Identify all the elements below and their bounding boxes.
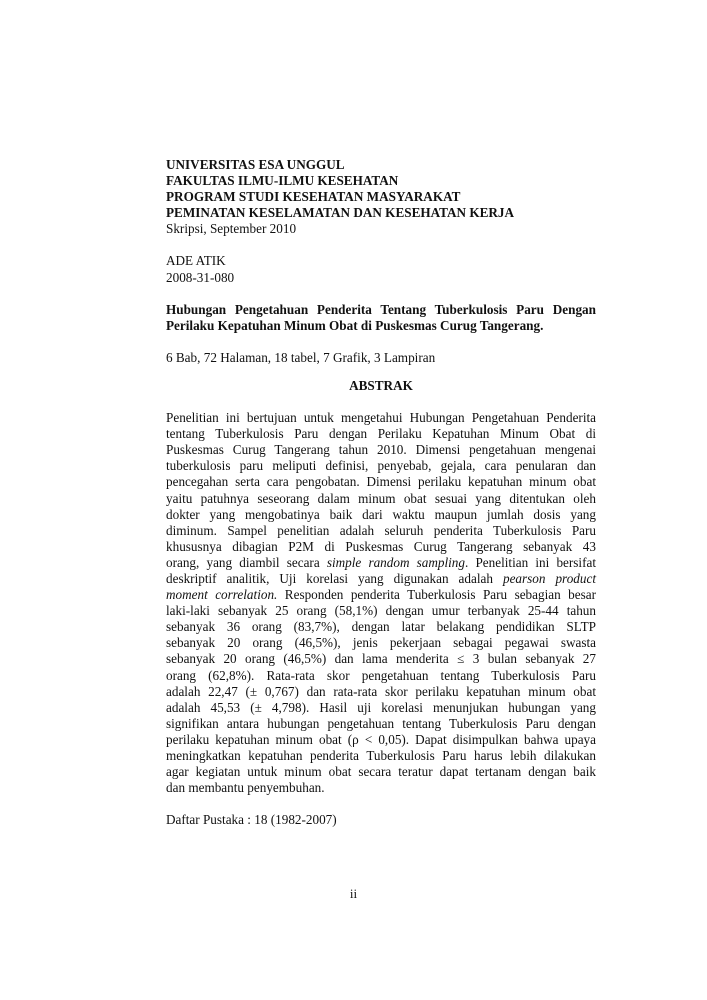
- abstract-line: sebanyak 20 orang (46,5%) dan lama menderita ≤ 3 bulan sebanyak 27: [166, 651, 596, 667]
- abstract-line: adalah 22,47 (± 0,767) dan rata-rata skor perilaku kepatuhan minum obat: [166, 683, 596, 699]
- abstract-heading: ABSTRAK: [349, 377, 413, 393]
- abstract-text: . Penelitian ini bersifat: [465, 554, 596, 570]
- abstract-line: Puskesmas Curug Tangerang tahun 2010. Dimensi pengetahuan mengenai: [166, 442, 596, 458]
- abstract-italic-term: simple random sampling: [326, 554, 465, 570]
- abstract-line-mixed: [166, 587, 596, 603]
- abstract-line-mixed: [166, 555, 596, 571]
- program-name: PROGRAM STUDI KESEHATAN MASYARAKAT: [166, 189, 461, 205]
- abstract-text: Responden penderita Tuberkulosis Paru sebagian besar: [277, 587, 596, 603]
- faculty-name: FAKULTAS ILMU-ILMU KESEHATAN: [166, 173, 399, 189]
- abstract-line: sebanyak 20 orang (46,5%), jenis pekerjaan sebagai pegawai swasta: [166, 635, 596, 651]
- abstract-line: diminum. Sampel penelitian adalah seluruh penderita Tuberkulosis Paru: [166, 522, 596, 538]
- thesis-title-line-1: Hubungan Pengetahuan Penderita Tentang Tuberkulosis Paru Dengan: [166, 301, 596, 317]
- bibliography-count: Daftar Pustaka : 18 (1982-2007): [166, 812, 337, 828]
- abstract-line: dokter yang mengobatinya baik dari waktu maupun jumlah dosis yang: [166, 506, 596, 522]
- abstract-line: dan membantu penyembuhan.: [166, 780, 325, 796]
- thesis-title-line-2: Perilaku Kepatuhan Minum Obat di Puskesmas Curug Tangerang.: [166, 317, 544, 333]
- abstract-line: yaitu patuhnya seseorang dalam minum obat sesuai yang ditentukan oleh: [166, 490, 596, 506]
- abstract-body: [166, 410, 596, 796]
- page-number: ii: [349, 886, 358, 901]
- student-id: 2008-31-080: [166, 269, 235, 285]
- abstract-line: laki-laki sebanyak 25 orang (58,1%) dengan umur terbanyak 25-44 tahun: [166, 603, 596, 619]
- abstract-line: Penelitian ini bertujuan untuk mengetahui Hubungan Pengetahuan Penderita: [166, 410, 596, 426]
- university-name: UNIVERSITAS ESA UNGGUL: [166, 157, 345, 172]
- abstract-line: tentang Tuberkulosis Paru dengan Perilaku Kepatuhan Minum Obat di: [166, 426, 596, 442]
- abstract-line-mixed: [166, 571, 596, 587]
- abstract-line: pencegahan serta cara pengobatan. Dimensi perilaku kepatuhan minum obat: [166, 474, 596, 490]
- abstract-italic-term: pearson product: [502, 570, 596, 586]
- author-name: ADE ATIK: [166, 253, 226, 269]
- thesis-date: Skripsi, September 2010: [166, 221, 297, 237]
- abstract-line: perilaku kepatuhan minum obat (ρ < 0,05). Dapat disimpulkan bahwa upaya: [166, 731, 596, 747]
- abstract-italic-term: moment correlation.: [166, 587, 278, 603]
- abstract-line: agar kegiatan untuk minum obat secara teratur dapat tertanam dengan baik: [166, 764, 596, 780]
- summary-counts: 6 Bab, 72 Halaman, 18 tabel, 7 Grafik, 3 Lampiran: [166, 349, 436, 365]
- abstract-line: tuberkulosis paru meliputi definisi, penyebab, gejala, cara penularan dan: [166, 458, 596, 474]
- abstract-line: meningkatkan kepatuhan penderita Tuberkulosis Paru harus lebih dilakukan: [166, 748, 596, 763]
- abstract-text: deskriptif analitik, Uji korelasi yang digunakan adalah: [166, 570, 503, 586]
- document-page: [166, 157, 596, 828]
- abstract-line: orang (62,8%). Rata-rata skor pengetahuan tentang Tuberkulosis Paru: [166, 667, 596, 683]
- abstract-line: khususnya dibagian P2M di Puskesmas Curug Tangerang sebanyak 43: [166, 538, 596, 554]
- abstract-line: adalah 45,53 (± 4,798). Hasil uji korelasi menunjukan hubungan yang: [166, 699, 596, 715]
- abstract-line: sebanyak 36 orang (83,7%), dengan latar belakang pendidikan SLTP: [166, 619, 596, 635]
- abstract-text: orang, yang diambil secara: [166, 554, 327, 570]
- specialization-name: PEMINATAN KESELAMATAN DAN KESEHATAN KERJA: [166, 205, 515, 221]
- abstract-line: signifikan antara hubungan pengetahuan tentang Tuberkulosis Paru dengan: [166, 715, 596, 731]
